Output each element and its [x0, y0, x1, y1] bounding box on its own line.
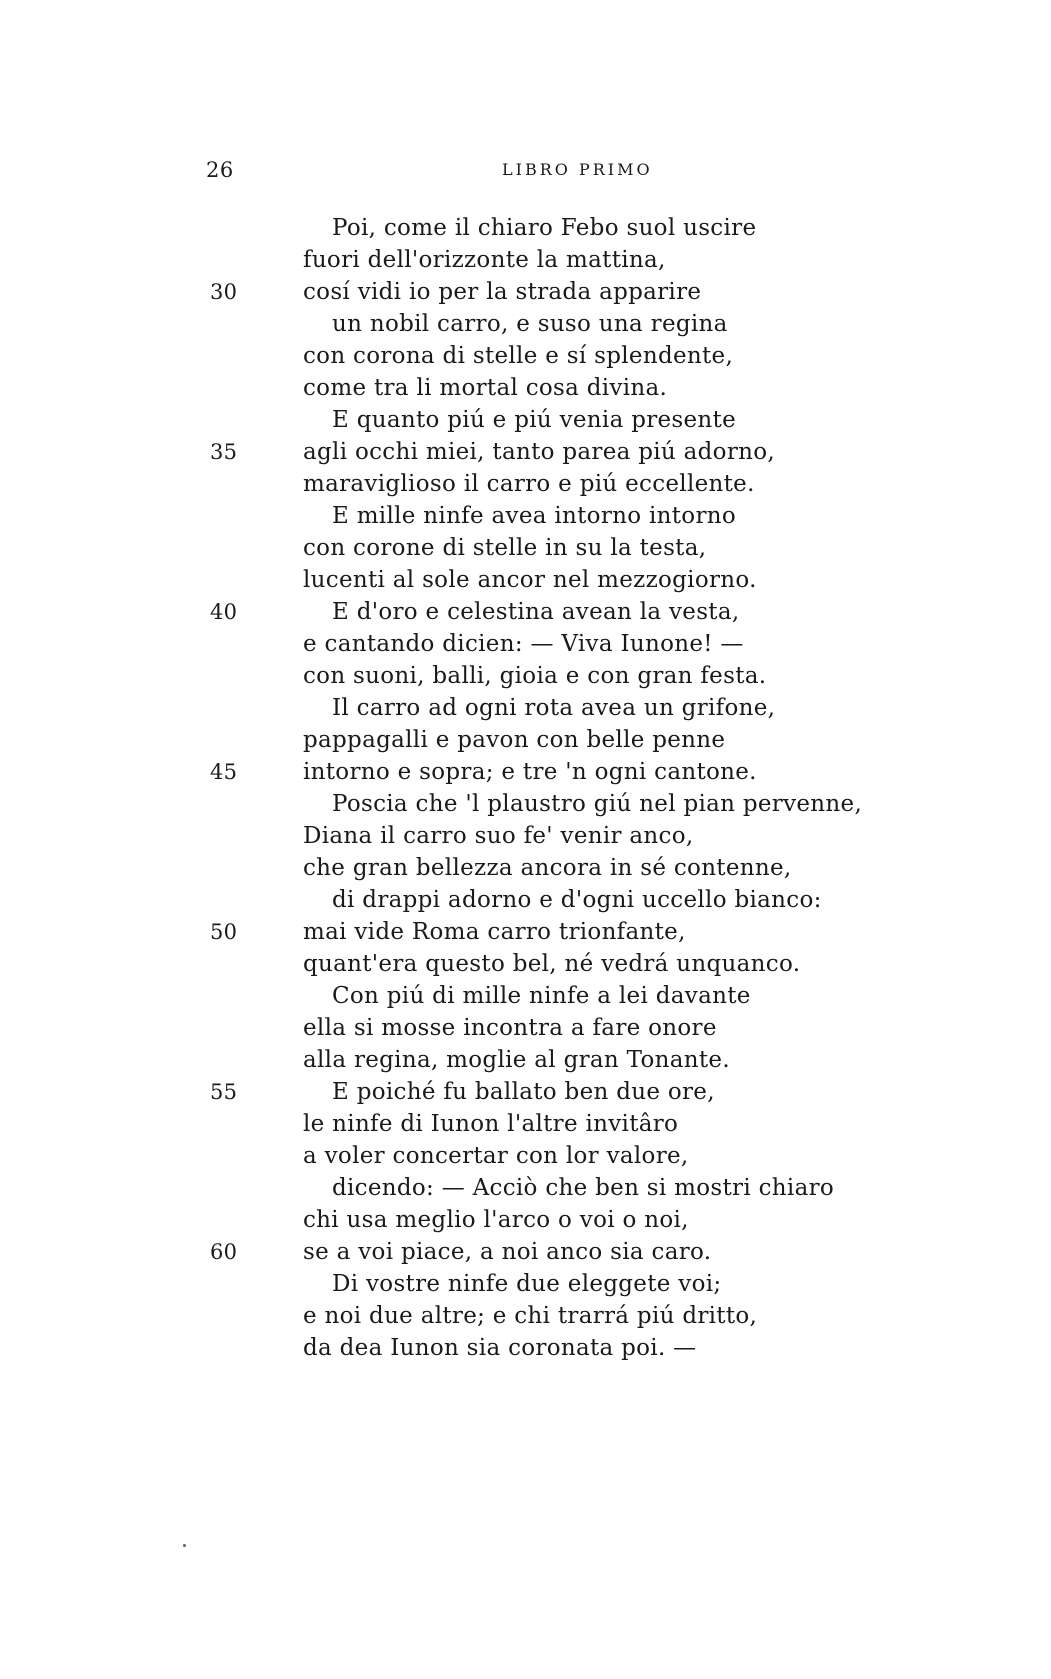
verse-text: come tra li mortal cosa divina.	[303, 375, 668, 401]
verse-text: alla regina, moglie al gran Tonante.	[303, 1047, 730, 1073]
verse-text: Diana il carro suo fe' venir anco,	[303, 823, 694, 849]
verse-line	[0, 628, 1051, 660]
verse-line	[0, 980, 1051, 1012]
verse-text: intorno e sopra; e tre 'n ogni cantone.	[303, 759, 757, 785]
verse-line	[0, 276, 1051, 308]
verse-text: quant'era questo bel, né vedrá unquanco.	[303, 951, 801, 977]
verse-text: Con piú di mille ninfe a lei davante	[332, 983, 751, 1009]
verse-line	[0, 308, 1051, 340]
verse-line	[0, 1236, 1051, 1268]
poem-body	[0, 212, 1051, 1364]
verse-text: un nobil carro, e suso una regina	[332, 311, 728, 337]
verse-text: da dea Iunon sia coronata poi. —	[303, 1335, 697, 1361]
verse-text: Poscia che 'l plaustro giú nel pian pervenne,	[332, 791, 863, 817]
verse-text: con corona di stelle e sí splendente,	[303, 343, 734, 369]
verse-text: E quanto piú e piú venia presente	[332, 407, 736, 433]
line-number: 50	[210, 920, 238, 944]
verse-text: se a voi piace, a noi anco sia caro.	[303, 1239, 712, 1265]
verse-line	[0, 1044, 1051, 1076]
verse-text: ella si mosse incontra a fare onore	[303, 1015, 717, 1041]
verse-text: Il carro ad ogni rota avea un grifone,	[332, 695, 776, 721]
verse-text: a voler concertar con lor valore,	[303, 1143, 689, 1169]
verse-line	[0, 340, 1051, 372]
verse-line	[0, 660, 1051, 692]
verse-line	[0, 1108, 1051, 1140]
verse-line	[0, 1332, 1051, 1364]
verse-line	[0, 372, 1051, 404]
line-number: 45	[210, 760, 238, 784]
line-number: 40	[210, 600, 238, 624]
verse-text: Poi, come il chiaro Febo suol uscire	[332, 215, 757, 241]
verse-line	[0, 532, 1051, 564]
verse-text: Di vostre ninfe due eleggete voi;	[332, 1271, 722, 1297]
verse-text: e cantando dicien: — Viva Iunone! —	[303, 631, 744, 657]
verse-text: cosí vidi io per la strada apparire	[303, 279, 702, 305]
verse-line	[0, 916, 1051, 948]
verse-text: e noi due altre; e chi trarrá piú dritto,	[303, 1303, 758, 1329]
verse-line	[0, 212, 1051, 244]
running-title: LIBRO PRIMO	[502, 160, 653, 179]
stray-ink-mark	[183, 1544, 186, 1547]
verse-text: maraviglioso il carro e piú eccellente.	[303, 471, 755, 497]
verse-text: lucenti al sole ancor nel mezzogiorno.	[303, 567, 757, 593]
verse-line	[0, 1076, 1051, 1108]
verse-line	[0, 820, 1051, 852]
page-number: 26	[206, 158, 234, 182]
verse-line	[0, 948, 1051, 980]
verse-text: fuori dell'orizzonte la mattina,	[303, 247, 666, 273]
line-number: 30	[210, 280, 238, 304]
verse-line	[0, 564, 1051, 596]
page-header	[0, 158, 1051, 182]
line-number: 60	[210, 1240, 238, 1264]
verse-line	[0, 884, 1051, 916]
verse-line	[0, 724, 1051, 756]
verse-line	[0, 436, 1051, 468]
verse-line	[0, 1140, 1051, 1172]
verse-line	[0, 788, 1051, 820]
verse-line	[0, 1300, 1051, 1332]
verse-text: che gran bellezza ancora in sé contenne,	[303, 855, 792, 881]
verse-text: con suoni, balli, gioia e con gran festa.	[303, 663, 767, 689]
verse-line	[0, 1012, 1051, 1044]
verse-line	[0, 852, 1051, 884]
verse-text: E mille ninfe avea intorno intorno	[332, 503, 736, 529]
verse-text: E d'oro e celestina avean la vesta,	[332, 599, 740, 625]
verse-text: mai vide Roma carro trionfante,	[303, 919, 686, 945]
verse-line	[0, 1172, 1051, 1204]
verse-line	[0, 468, 1051, 500]
verse-line	[0, 1268, 1051, 1300]
verse-text: di drappi adorno e d'ogni uccello bianco:	[332, 887, 822, 913]
verse-line	[0, 500, 1051, 532]
verse-line	[0, 596, 1051, 628]
verse-text: dicendo: — Acciò che ben si mostri chiaro	[332, 1175, 835, 1201]
verse-line	[0, 404, 1051, 436]
verse-line	[0, 756, 1051, 788]
verse-text: agli occhi miei, tanto parea piú adorno,	[303, 439, 775, 465]
line-number: 55	[210, 1080, 238, 1104]
verse-line	[0, 244, 1051, 276]
verse-text: pappagalli e pavon con belle penne	[303, 727, 726, 753]
verse-text: con corone di stelle in su la testa,	[303, 535, 707, 561]
verse-text: chi usa meglio l'arco o voi o noi,	[303, 1207, 689, 1233]
line-number: 35	[210, 440, 238, 464]
verse-text: E poiché fu ballato ben due ore,	[332, 1079, 715, 1105]
verse-text: le ninfe di Iunon l'altre invitâro	[303, 1111, 679, 1137]
verse-line	[0, 692, 1051, 724]
verse-line	[0, 1204, 1051, 1236]
